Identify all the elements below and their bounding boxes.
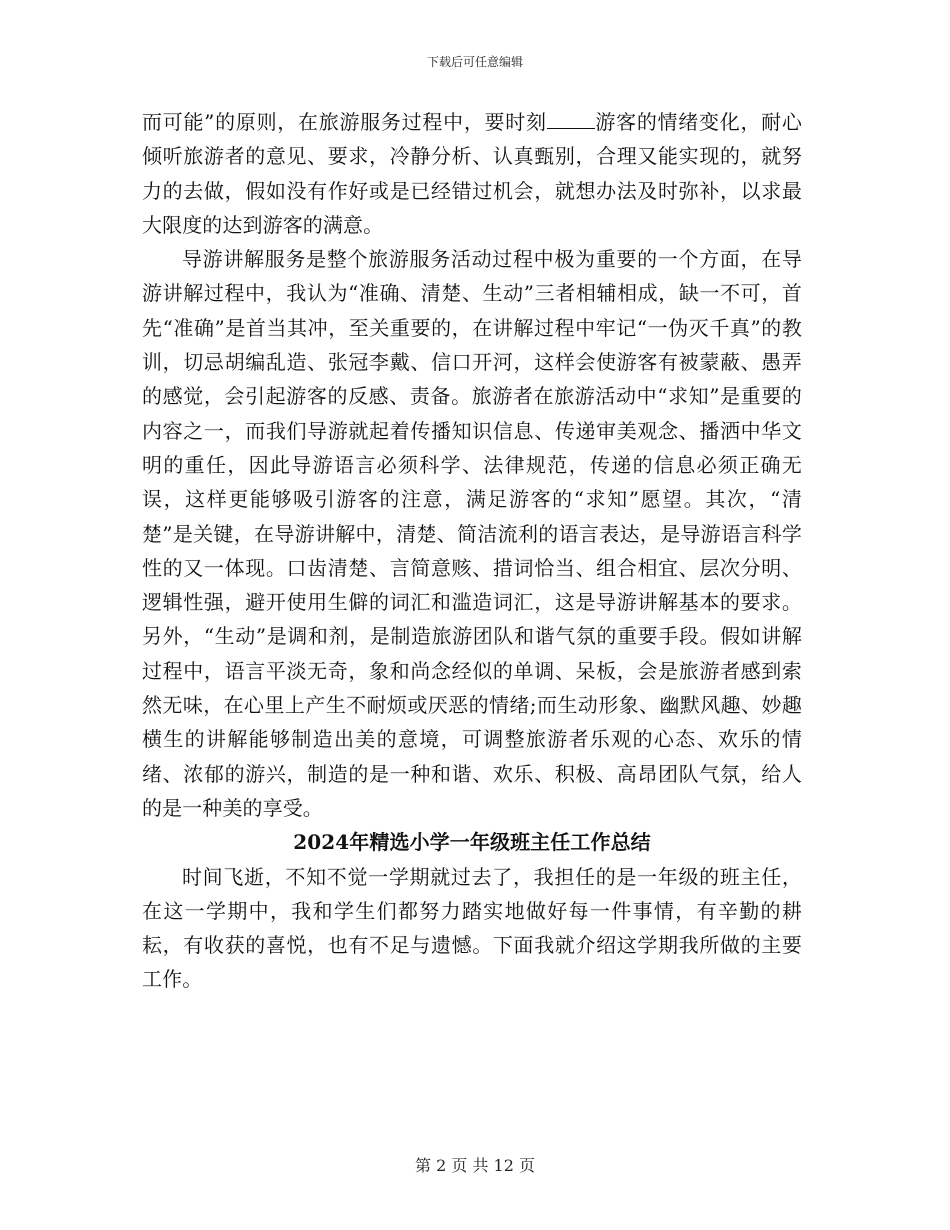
page-header: 下载后可任意编辑: [426, 55, 523, 69]
document-body: [142, 105, 802, 997]
paragraph-1-text-start: 而可能”的原则，在旅游服务过程中，要时刻: [142, 110, 547, 134]
paragraph-1-text-end: 游客的情绪变化，耐心倾听旅游者的意见、要求，冷静分析、认真甄别，合理又能实现的，就努力的去做，假如没有作好或是已经错过机会，就想办法及时弥补，以求最大限度的达到游客的满意。: [142, 110, 803, 237]
section-title: 2024年精选小学一年级班主任工作总结: [293, 830, 651, 855]
fill-in-blank: [547, 107, 595, 129]
page-number-footer: 第 2 页 共 12 页: [415, 1156, 535, 1175]
paragraph-2: 导游讲解服务是整个旅游服务活动过程中极为重要的一个方面，在导游讲解过程中，我认为“准确、清楚、生动”三者相辅相成，缺一不可，首先“准确”是首当其冲，至关重要的，在讲解过程中牢记“一伪灭千真”的教训，切忌胡编乱造、张冠李戴、信口开河，这样会使游客有被蒙蔽、愚弄的感觉，会引起游客的反感、责备。旅游者在旅游活动中“求知”是重要的内容之一，而我们导游就起着传播知识信息、传递审美观念、播洒中华文明的重任，因此导游语言必须科学、法律规范，传递的信息必须正确无误，这样更能够吸引游客的注意，满足游客的“求知”愿望。其次，“清楚”是关键，在导游讲解中，清楚、简洁流利的语言表达，是导游语言科学性的又一体现。口齿清楚、言简意赅、措词恰当、组合相宜、层次分明、逻辑性强，避开使用生僻的词汇和滥造词汇，这是导游讲解基本的要求。另外，“生动”是调和剂，是制造旅游团队和谐气氛的重要手段。假如讲解过程中，语言平淡无奇，象和尚念经似的单调、呆板，会是旅游者感到索然无味，在心里上产生不耐烦或厌恶的情绪;而生动形象、幽默风趣、妙趣横生的讲解能够制造出美的意境，可调整旅游者乐观的心态、欢乐的情绪、浓郁的游兴，制造的是一种和谐、欢乐、积极、高昂团队气氛，给人的是一种美的享受。: [142, 247, 802, 820]
paragraph-1: [142, 105, 802, 242]
paragraph-3: 时间飞逝，不知不觉一学期就过去了，我担任的是一年级的班主任，在这一学期中，我和学生们都努力踏实地做好每一件事情，有辛勤的耕耘，有收获的喜悦，也有不足与遗憾。下面我就介绍这学期我所做的主要工作。: [142, 864, 802, 992]
